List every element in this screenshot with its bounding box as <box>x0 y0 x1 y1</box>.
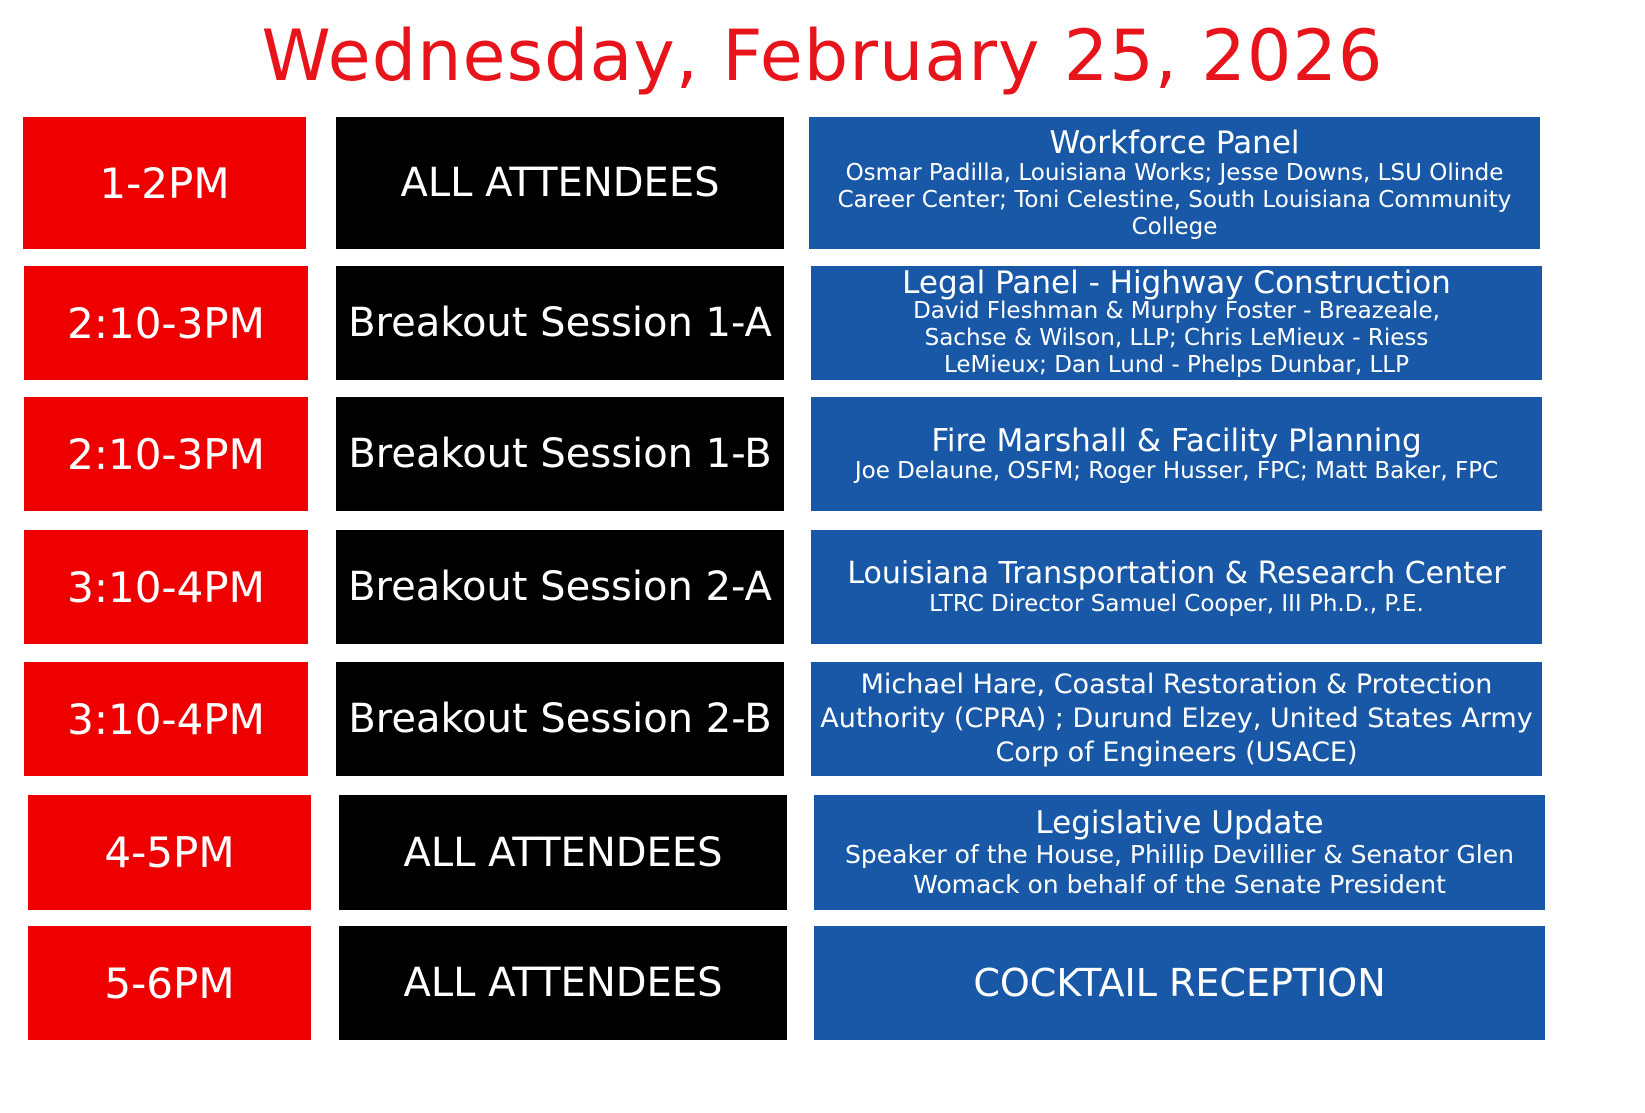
session-cell <box>336 117 784 249</box>
detail-cell <box>811 266 1542 380</box>
session-cell <box>336 266 784 380</box>
detail-cell <box>814 926 1545 1040</box>
time-label: 3:10-4PM <box>67 562 265 612</box>
detail-cell <box>811 530 1542 644</box>
detail-title: Legal Panel - Highway Construction <box>902 266 1451 301</box>
detail-speakers: David Fleshman & Murphy Foster - Breazeale, Sachse & Wilson, LLP; Chris LeMieux - Riess LeMieux; Dan Lund - Phelps Dunbar, LLP <box>913 297 1440 378</box>
time-label: 3:10-4PM <box>67 694 265 744</box>
session-label: Breakout Session 1-B <box>348 431 772 477</box>
time-cell <box>28 795 311 910</box>
detail-speakers: Joe Delaune, OSFM; Roger Husser, FPC; Matt Baker, FPC <box>854 457 1499 484</box>
time-cell <box>28 926 311 1040</box>
time-label: 1-2PM <box>99 158 230 208</box>
time-cell <box>24 530 308 644</box>
detail-title: Fire Marshall & Facility Planning <box>931 422 1422 459</box>
session-label: Breakout Session 2-B <box>348 696 772 742</box>
detail-speakers: Osmar Padilla, Louisiana Works; Jesse Downs, LSU Olinde Career Center; Toni Celestine, South Louisiana Community College <box>837 159 1512 240</box>
time-label: 2:10-3PM <box>67 298 265 348</box>
session-label: Breakout Session 1-A <box>348 300 772 346</box>
time-label: 4-5PM <box>104 828 235 877</box>
time-cell <box>24 397 308 511</box>
session-label: ALL ATTENDEES <box>400 160 720 206</box>
detail-title: COCKTAIL RECEPTION <box>973 961 1386 1005</box>
session-label: Breakout Session 2-A <box>348 564 772 610</box>
detail-cell <box>809 117 1540 249</box>
detail-speakers: LTRC Director Samuel Cooper, III Ph.D., P.E. <box>929 590 1424 617</box>
detail-cell <box>814 795 1545 910</box>
session-cell <box>339 795 787 910</box>
detail-speakers: Speaker of the House, Phillip Devillier & Senator Glen Womack on behalf of the Senate President <box>845 839 1514 899</box>
detail-title: Workforce Panel <box>1049 124 1300 161</box>
session-cell <box>336 662 784 776</box>
session-cell <box>336 397 784 511</box>
session-cell <box>336 530 784 644</box>
session-label: ALL ATTENDEES <box>403 960 723 1006</box>
session-cell <box>339 926 787 1040</box>
time-label: 2:10-3PM <box>67 429 265 479</box>
detail-cell <box>811 397 1542 511</box>
time-cell <box>23 117 306 249</box>
session-label: ALL ATTENDEES <box>403 829 723 876</box>
time-cell <box>24 266 308 380</box>
detail-cell <box>811 662 1542 776</box>
time-cell <box>24 662 308 776</box>
time-label: 5-6PM <box>104 958 235 1008</box>
detail-title: Louisiana Transportation & Research Center <box>847 555 1506 591</box>
page-title: Wednesday, February 25, 2026 <box>261 15 1384 97</box>
detail-title: Legislative Update <box>1035 804 1324 841</box>
detail-speakers: Michael Hare, Coastal Restoration & Protection Authority (CPRA) ; Durund Elzey, United States Army Corp of Engineers (USACE) <box>820 669 1533 768</box>
